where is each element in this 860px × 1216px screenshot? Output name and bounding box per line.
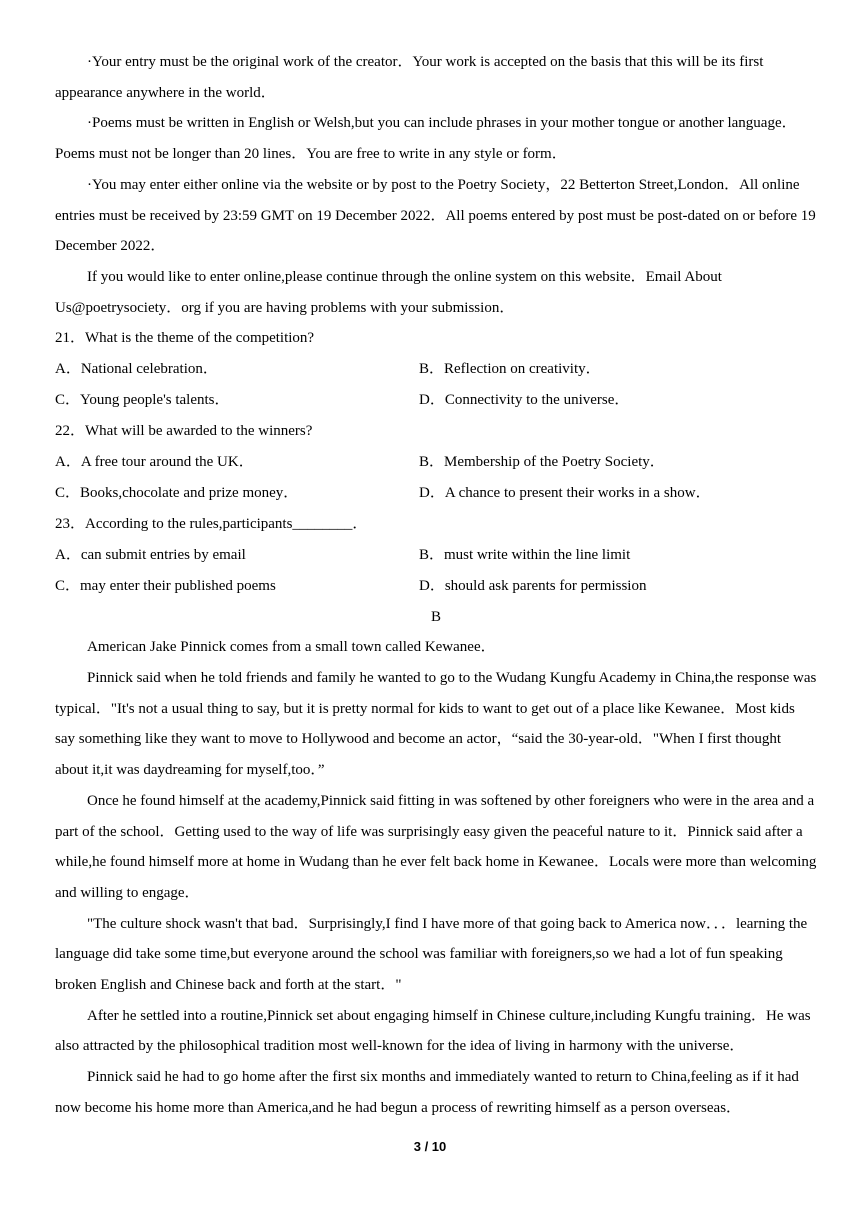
- option-c: C．Books,chocolate and prize money．: [55, 485, 299, 502]
- options-list: [55, 354, 817, 416]
- option-a: A．can submit entries by email: [55, 547, 246, 564]
- option-b: B．Reflection on creativity．: [419, 361, 601, 378]
- options-list: [55, 540, 817, 602]
- options-list: [55, 447, 817, 509]
- question-21: [55, 323, 817, 416]
- option-d: D．should ask parents for permission: [419, 578, 647, 595]
- passage-paragraph-1: American Jake Pinnick comes from a small town called Kewanee．: [87, 639, 496, 656]
- option-b: B．must write within the line limit: [419, 547, 631, 564]
- page-number: 3 / 10: [413, 1139, 447, 1154]
- option-d: D．Connectivity to the universe．: [419, 392, 630, 409]
- question-22: [55, 416, 817, 509]
- document-page: [55, 47, 817, 1124]
- option-a: A．A free tour around the UK．: [55, 454, 254, 471]
- passage-paragraph-5: After he settled into a routine,Pinnick set about engaging himself in Chinese culture,including Kungfu training．He was also attracted by the philosophical tradition most well-known for the idea of living in harmony with the universe．: [55, 1007, 811, 1055]
- option-c: C．Young people's talents．: [55, 392, 230, 409]
- question-stem: 22．What will be awarded to the winners?: [55, 423, 313, 440]
- passage-paragraph-2: Pinnick said when he told friends and family he wanted to go to the Wudang Kungfu Academy in China,the response was typical．"It's not a usual thing to say, but it is pretty normal for kids to want to get out of a place like Kewanee．Most kids say something like they want to move to Hollywood and become an actor，“said the 30-year-old．"When I first thought about it,it was daydreaming for myself,too．”: [55, 670, 817, 779]
- question-stem: 23．According to the rules,participants________．: [55, 516, 368, 533]
- option-d: D．A chance to present their works in a show．: [419, 485, 711, 502]
- passage-paragraph-4: "The culture shock wasn't that bad．Surprisingly,I find I have more of that going back to America now．．．learning the language did take some time,but everyone around the school was familiar with foreigners,so we had a lot of fun speaking broken English and Chinese back and forth at the start．": [55, 915, 808, 994]
- section-heading: B: [430, 609, 441, 626]
- option-c: C．may enter their published poems: [55, 578, 276, 595]
- online-entry-paragraph: If you would like to enter online,please continue through the online system on this website．Email About Us@poetrysociety．org if you are having problems with your submission．: [55, 268, 722, 316]
- passage-paragraph-6: Pinnick said he had to go home after the first six months and immediately wanted to return to China,feeling as if it had now become his home more than America,and he had begun a process of rewriting himself as a person overseas．: [55, 1069, 799, 1116]
- rule-paragraph-3: ·You may enter either online via the website or by post to the Poetry Society，22 Betterton Street,London．All online entries must be received by 23:59 GMT on 19 December 2022．All poems entered by post must be post-dated on or before 19 December 2022．: [55, 176, 816, 255]
- rule-paragraph-1: ·Your entry must be the original work of the creator．Your work is accepted on the basis that this will be its first appearance anywhere in the world．: [55, 54, 764, 101]
- question-stem: 21．What is the theme of the competition?: [55, 330, 315, 347]
- rule-paragraph-2: ·Poems must be written in English or Welsh,but you can include phrases in your mother tongue or another language．Poems must not be longer than 20 lines．You are free to write in any style or form．: [55, 115, 797, 163]
- question-23: [55, 509, 817, 602]
- option-b: B．Membership of the Poetry Society．: [419, 454, 665, 471]
- passage-paragraph-3: Once he found himself at the academy,Pinnick said fitting in was softened by other foreigners who were in the area and a part of the school．Getting used to the way of life was surprisingly easy given the peaceful nature to it．Pinnick said after a while,he found himself more at home in Wudang than he ever felt back home in Kewanee．Locals were more than welcoming and willing to engage．: [55, 792, 817, 901]
- option-a: A．National celebration．: [55, 361, 218, 378]
